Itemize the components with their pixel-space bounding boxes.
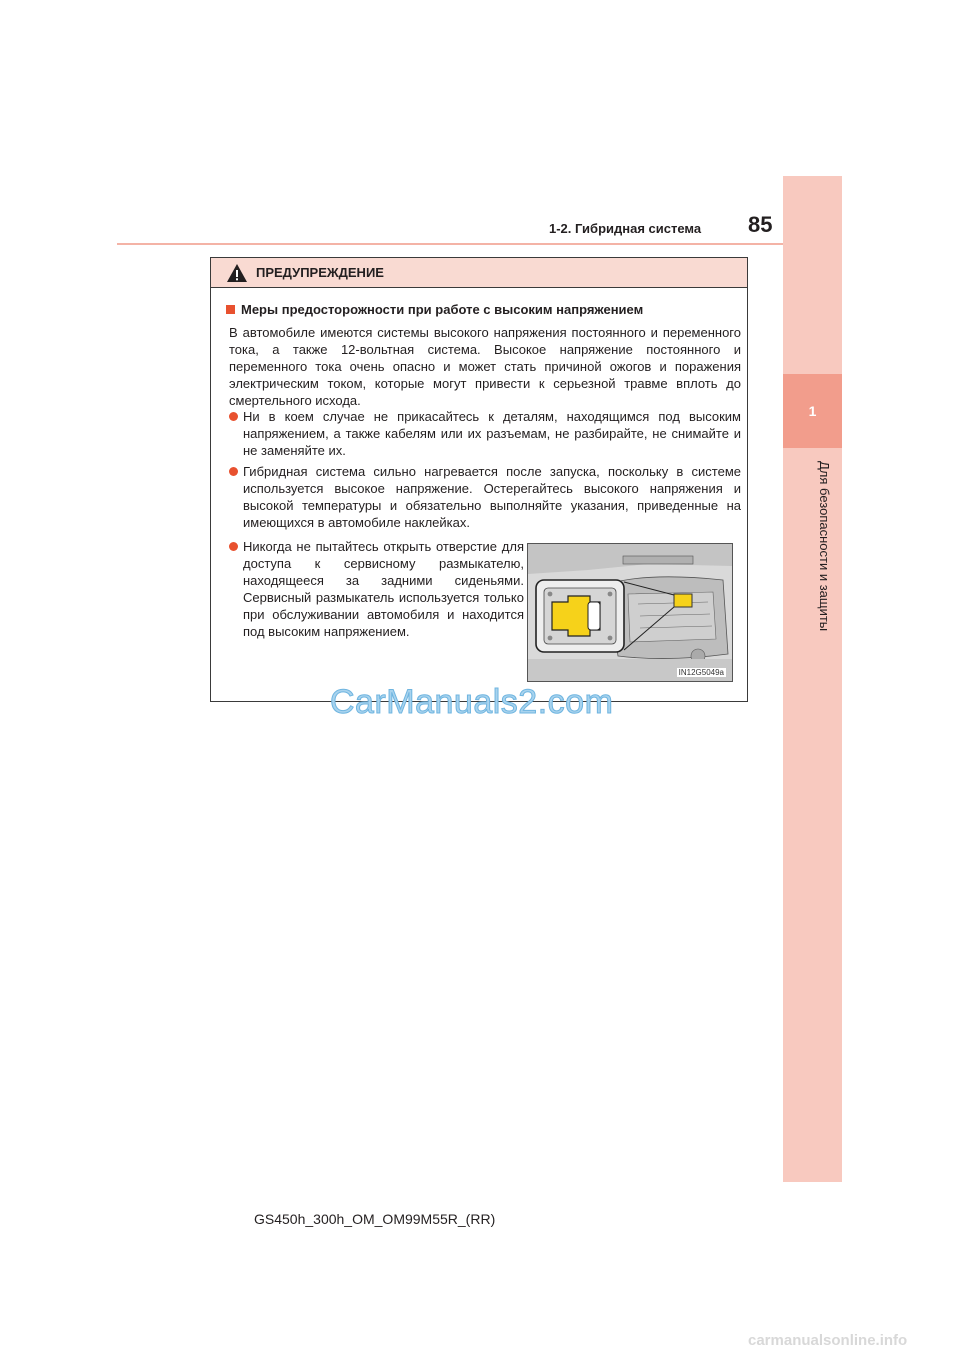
bullet-text: Никогда не пытайтесь открыть отверстие для доступа к сервисному размыкателю, находящееся за задними сиденьями. Сервисный размыкатель используется только при обслуживании автомобиля и находится под высоким напряжением. <box>243 539 524 639</box>
page-number: 85 <box>748 212 773 237</box>
bullet-text: Ни в коем случае не прикасайтесь к деталям, находящимся под высоким напряжением, а также кабелям или их разъемам, не разбирайте, не снимайте и не заменяйте их. <box>243 409 741 458</box>
warning-header <box>211 258 747 288</box>
warning-body <box>211 288 747 701</box>
chapter-side-tab <box>783 176 842 1182</box>
warning-triangle-icon <box>226 263 248 283</box>
header-rule <box>117 243 783 245</box>
warning-bullet-3 <box>229 538 524 640</box>
round-bullet-icon <box>229 412 238 421</box>
footer-site-watermark: carmanualsonline.info <box>748 1332 908 1349</box>
rear-seat-service-plug-drawing <box>528 544 732 681</box>
warning-subheading-text: Меры предосторожности при работе с высоким напряжением <box>241 302 644 317</box>
round-bullet-icon <box>229 467 238 476</box>
section-title: 1-2. Гибридная система <box>549 221 702 236</box>
figure-code: IN12G5049a <box>678 668 724 677</box>
watermark: CarManuals2.com <box>330 683 614 721</box>
warning-bullet-2 <box>229 463 741 531</box>
warning-subheading <box>226 302 643 317</box>
warning-heading: ПРЕДУПРЕЖДЕНИЕ <box>256 265 384 280</box>
round-bullet-icon <box>229 542 238 551</box>
warning-intro: В автомобиле имеются системы высокого напряжения постоянного и переменного тока, а также 12-вольтная система. Высокое напряжение постоянного и переменного тока очень опасно и может стать причиной ожогов и поражения электрическим током, которые могут привести к серьезной травме вплоть до смертельного исхода. <box>229 325 741 408</box>
bullet-text: Гибридная система сильно нагревается после запуска, поскольку в системе используется высокое напряжение. Остерегайтесь высокого напряжения и высокой температуры и обязательно выполняйте указания, приведенные на имеющихся в автомобиле наклейках. <box>243 464 741 530</box>
document-code: GS450h_300h_OM_OM99M55R_(RR) <box>254 1211 496 1227</box>
chapter-title: Для безопасности и защиты <box>817 461 832 632</box>
warning-box <box>210 257 748 702</box>
warning-bullet-1 <box>229 408 741 459</box>
chapter-number: 1 <box>783 374 842 448</box>
service-plug-illustration <box>527 543 733 682</box>
square-bullet-icon <box>226 305 235 314</box>
